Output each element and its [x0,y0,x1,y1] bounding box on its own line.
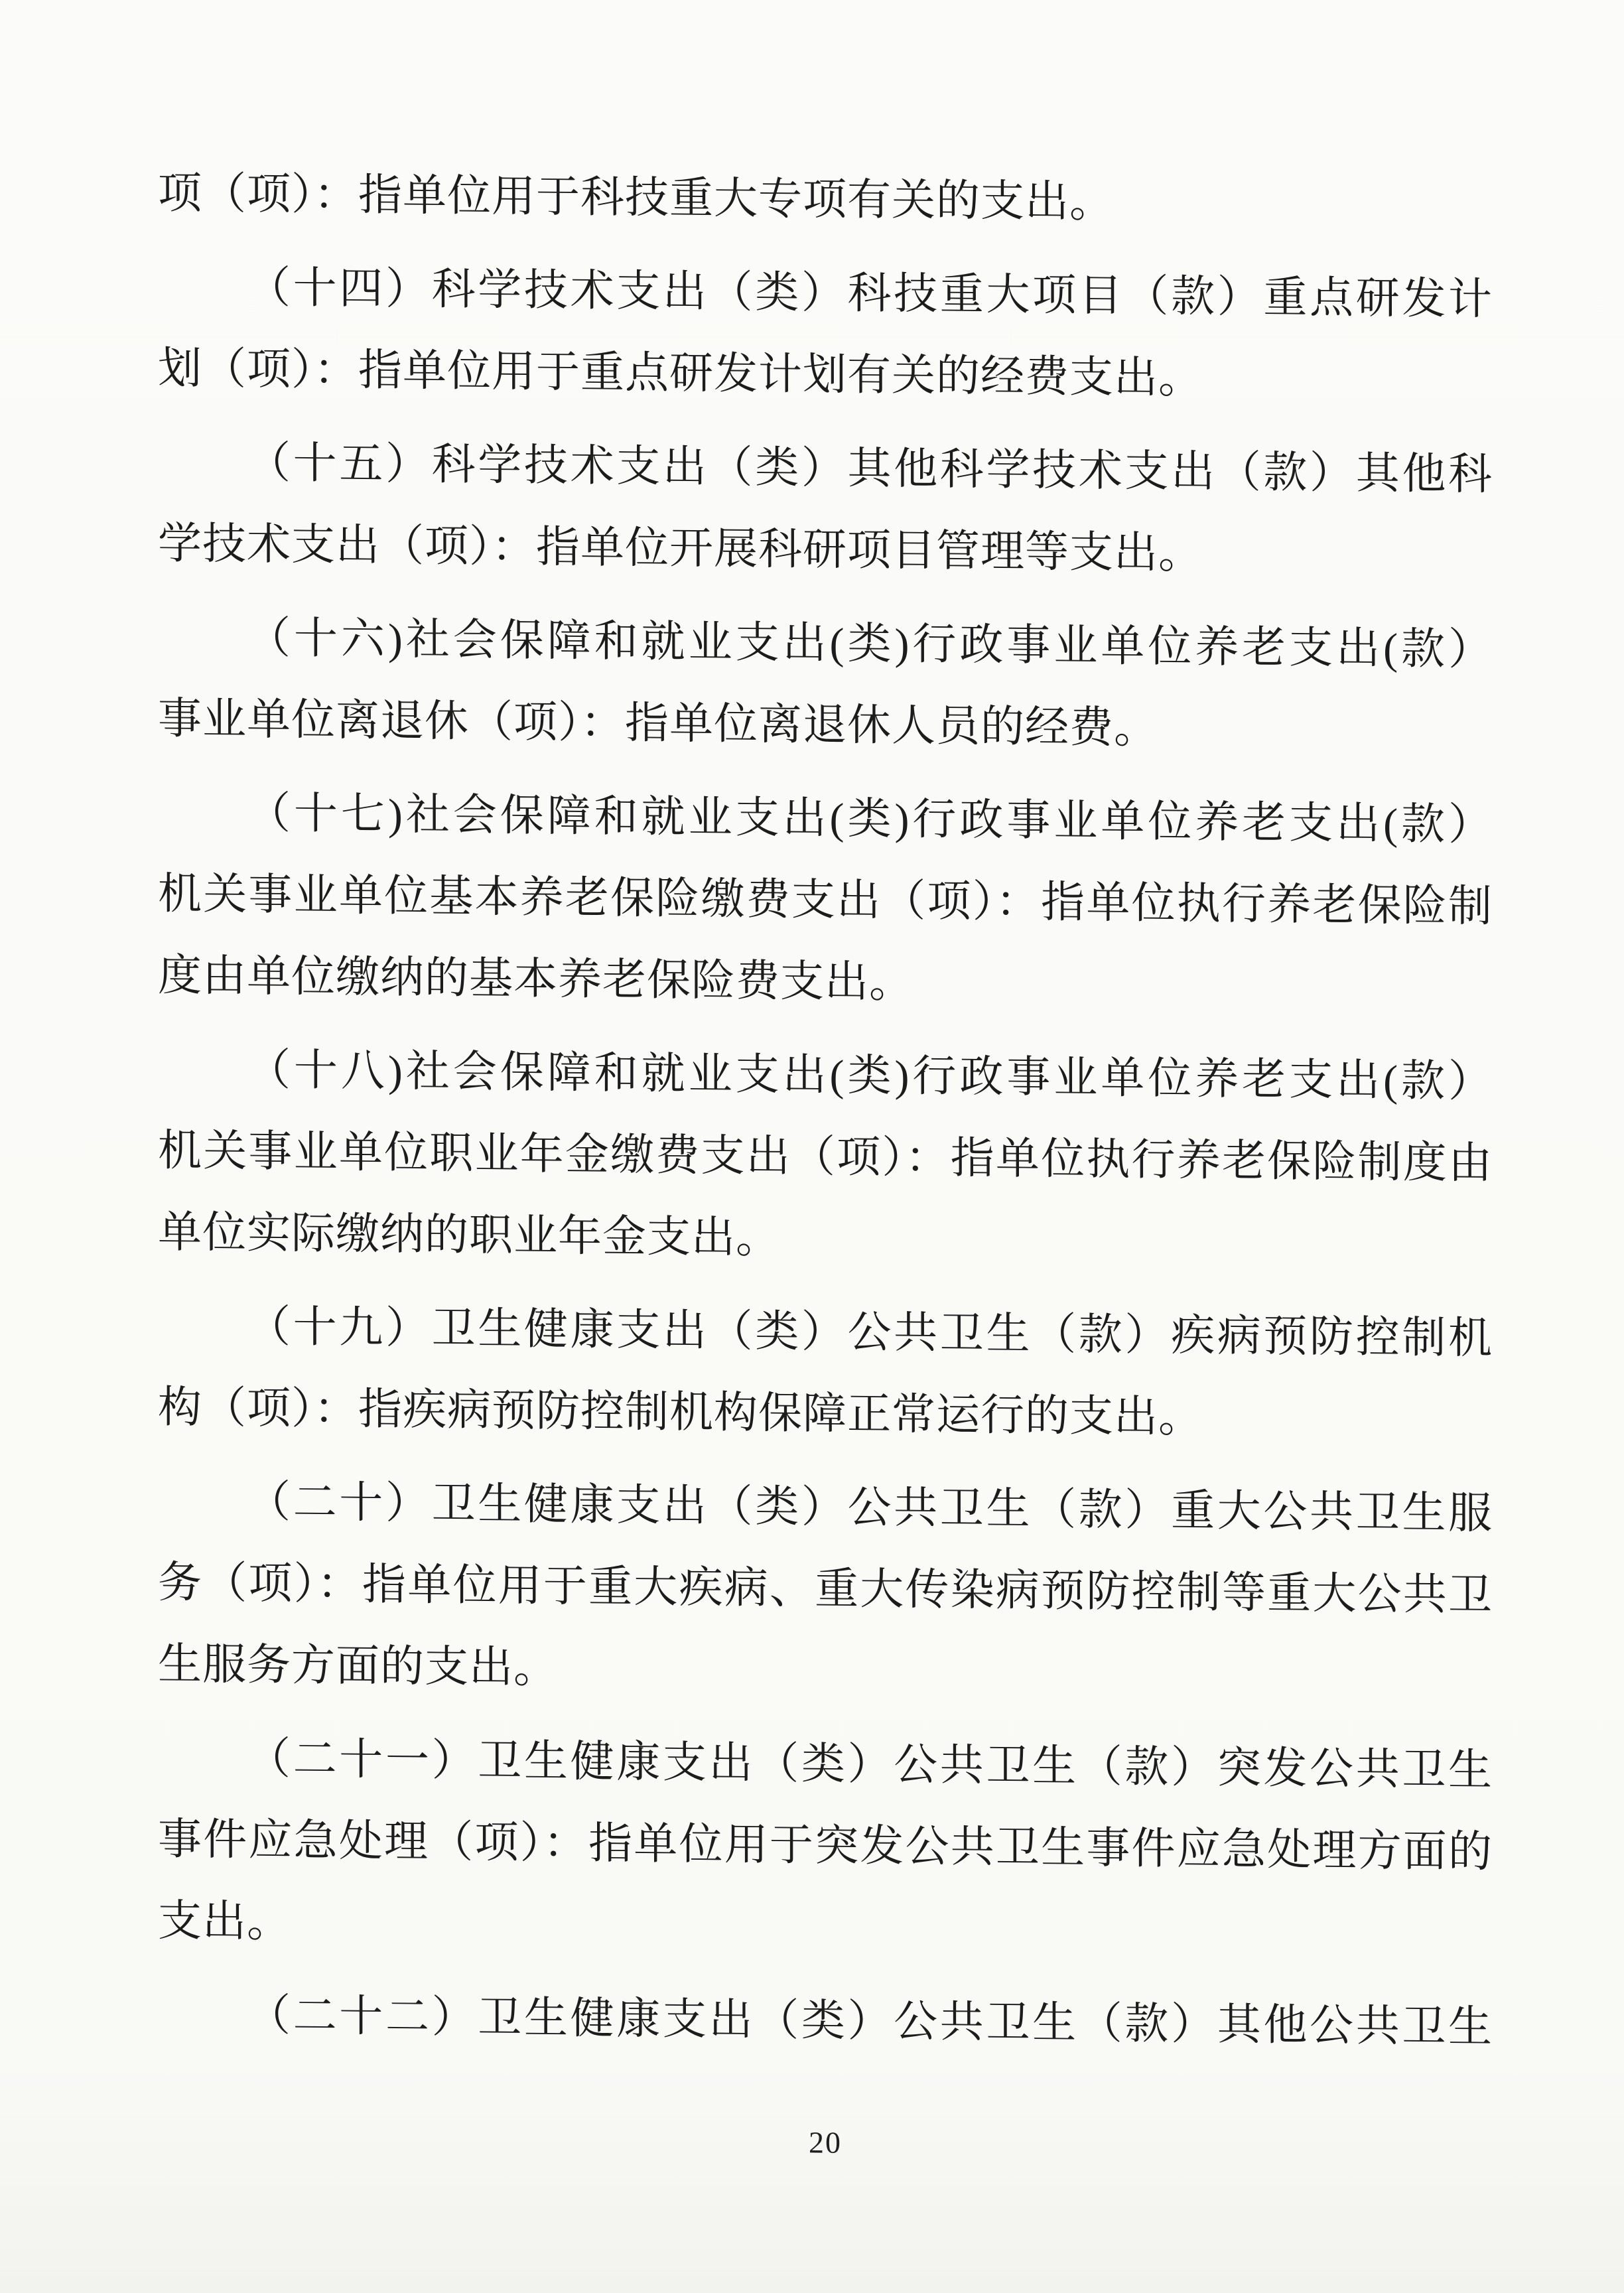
paragraph [158,1460,1493,1718]
text-line: （十七)社会保障和就业支出(类)行政事业单位养老支出(款） [247,789,1493,850]
text-line: （十四）科学技术支出（类）科技重大项目（款）重点研发计 [247,263,1493,324]
paragraph [158,153,1493,247]
text-line: 生服务方面的支出。 [158,1640,558,1693]
paragraph [158,421,1493,597]
text-line: （二十）卫生健康支出（类）公共卫生（款）重大公共卫生服 [247,1478,1493,1539]
document-page [158,153,1493,2169]
paragraph [158,1028,1493,1286]
text-line: 学技术支出（项）：指单位开展科研项目管理等支出。 [158,520,1203,579]
page-number: 20 [809,2125,842,2160]
text-line: 事件应急处理（项）：指单位用于突发公共卫生事件应急处理方面的 [158,1815,1493,1877]
paragraph [158,1717,1493,1975]
text-line: 构（项）：指疾病预防控制机构保障正常运行的支出。 [158,1383,1203,1442]
paragraph [158,596,1493,772]
text-line: （二十二）卫生健康支出（类）公共卫生（款）其他公共卫生 [247,1991,1493,2052]
text-line: （十五）科学技术支出（类）其他科学技术支出（款）其他科 [247,439,1493,500]
text-line: （十九）卫生健康支出（类）公共卫生（款）疾病预防控制机 [247,1302,1493,1363]
paragraph [158,772,1493,1029]
text-line: 划（项）：指单位用于重点研发计划有关的经费支出。 [158,344,1203,403]
text-line: （二十一）卫生健康支出（类）公共卫生（款）突发公共卫生 [247,1734,1493,1795]
text-line: 机关事业单位职业年金缴费支出（项）：指单位执行养老保险制度由 [158,1127,1493,1188]
paragraph [158,246,1493,422]
text-line: （十六)社会保障和就业支出(类)行政事业单位养老支出(款） [247,614,1493,675]
text-line: 度由单位缴纳的基本养老保险费支出。 [158,951,914,1007]
paragraph [158,1974,1493,2068]
text-line: 支出。 [158,1897,291,1947]
text-line: （十八)社会保障和就业支出(类)行政事业单位养老支出(款） [247,1046,1493,1107]
text-line: 机关事业单位基本养老保险缴费支出（项）：指单位执行养老保险制 [158,870,1493,932]
text-line: 务（项）：指单位用于重大疾病、重大传染病预防控制等重大公共卫 [158,1559,1493,1620]
text-line: 单位实际缴纳的职业年金支出。 [158,1208,780,1263]
text-line: 事业单位离退休（项）：指单位离退休人员的经费。 [158,695,1158,753]
document-body [158,153,1493,2068]
text-line: 项（项）：指单位用于科技重大专项有关的支出。 [158,169,1114,227]
paragraph [158,1285,1493,1461]
